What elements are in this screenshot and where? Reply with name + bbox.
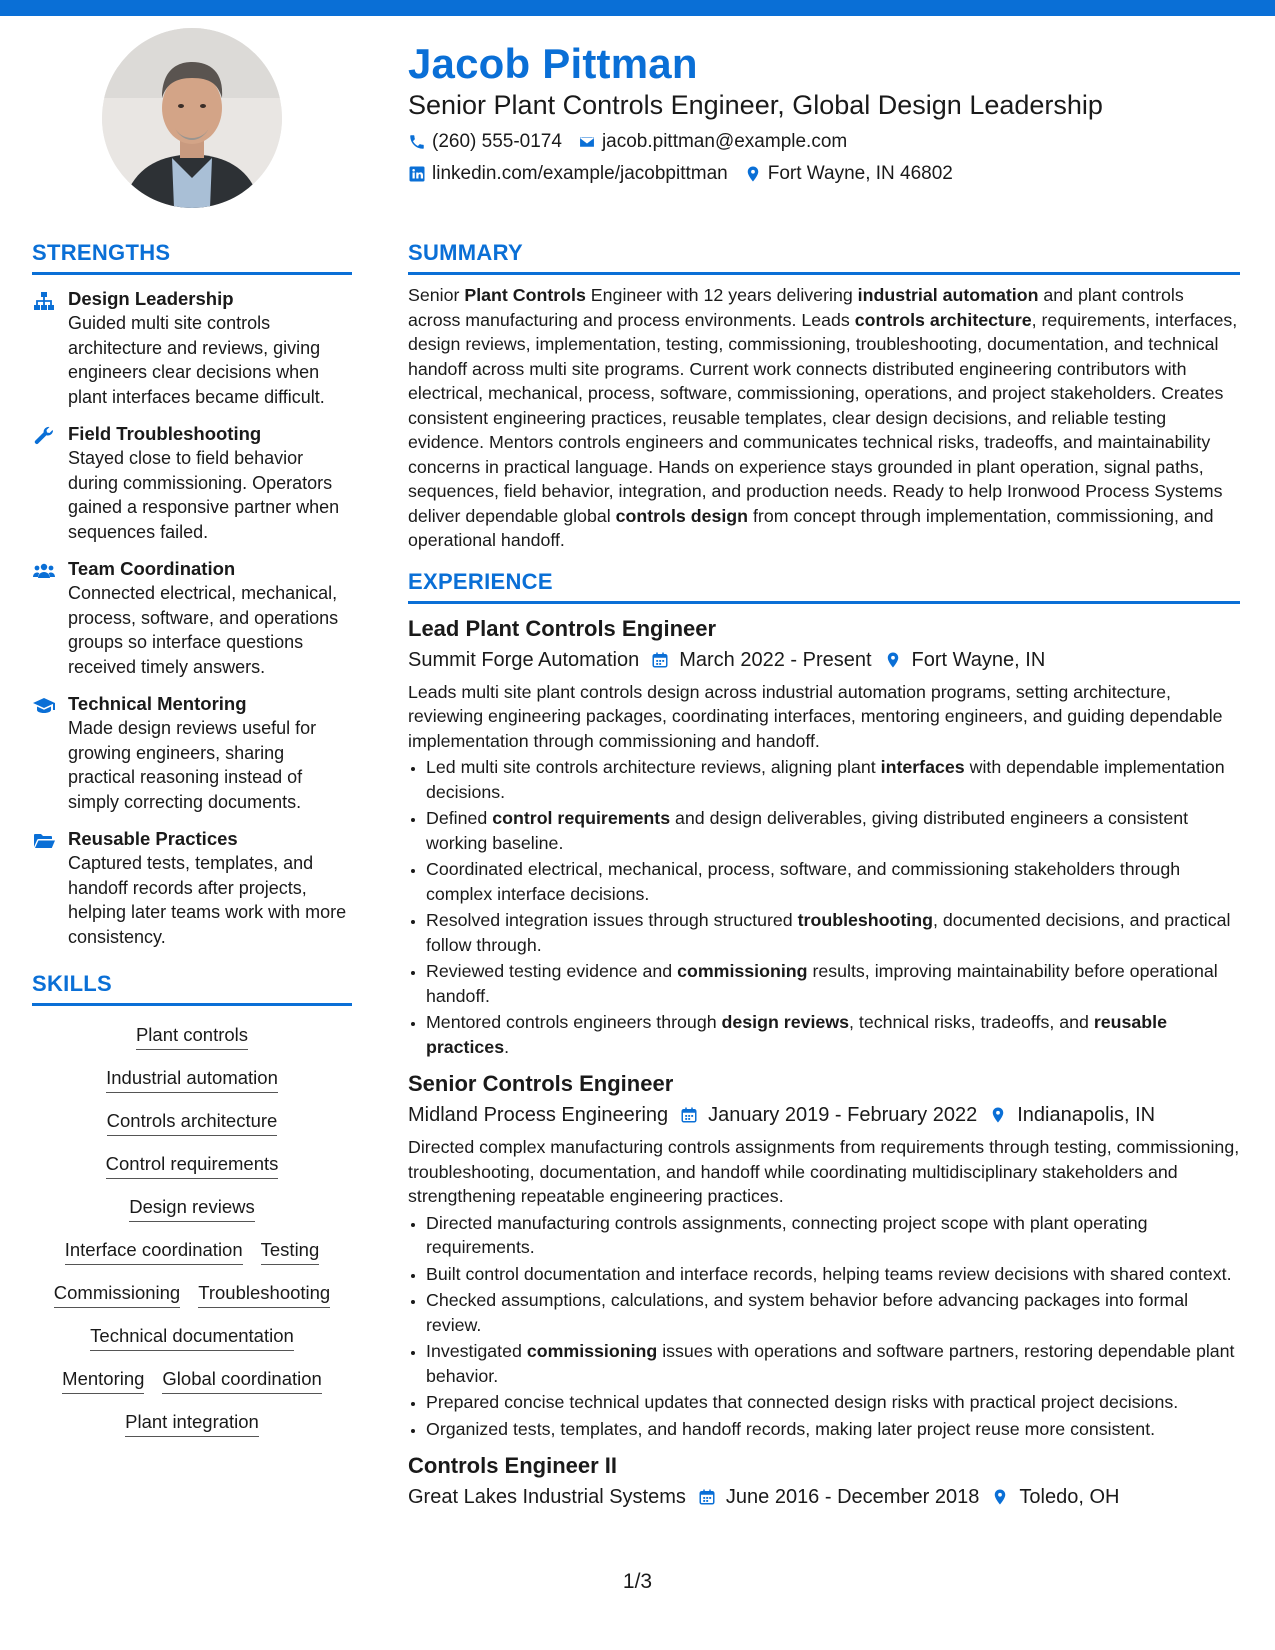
text-segment: from concept through implementation, commissioning, and operational handoff. [408,505,1214,550]
job-bullets [408,1211,1240,1442]
phone-contact[interactable] [408,131,562,153]
strength-desc: Stayed close to field behavior during commissioning. Operators gained a responsive partner when sequences failed. [68,448,340,542]
skills-list [32,1024,352,1437]
strength-item [32,287,352,409]
skill-tag: Controls architecture [107,1110,278,1136]
text-segment: . [504,1036,510,1057]
text-segment: , documented decisions, and practical follow through. [426,910,1231,955]
linkedin-contact[interactable] [408,163,728,185]
map-pin-icon [991,1488,1009,1506]
text-segment: , technical risks, tradeoffs, and [849,1012,1094,1032]
job-dates [680,1101,977,1129]
job-bullet [426,1417,1240,1442]
strength-desc: Captured tests, templates, and handoff records after projects, helping later teams work with more consistency. [68,853,347,947]
skill-tag: Industrial automation [106,1067,278,1093]
job-location [991,1483,1119,1511]
skill-tag: Control requirements [106,1153,279,1179]
contact-row-1 [408,131,1238,153]
skill-row [129,1196,254,1222]
text-segment: Engineer with 12 years delivering [585,285,858,305]
text-segment: Led multi site controls architecture reviews, aligning plant [426,757,881,777]
contact-row-2 [408,163,1238,185]
text-segment: Directed manufacturing controls assignments, connecting project scope with plant operating requirements. [426,1212,1148,1257]
job-bullet [426,857,1240,906]
skill-row [125,1411,259,1437]
text-segment: Mentored controls engineers through [426,1012,722,1032]
job-dates-text: January 2019 - February 2022 [708,1104,978,1126]
phone-icon [408,133,426,151]
job-meta [408,1483,1240,1511]
summary-heading: SUMMARY [408,240,1240,275]
skill-tag: Technical documentation [90,1325,294,1351]
text-segment: with dependable implementation decisions. [426,757,1225,802]
candidate-title: Senior Plant Controls Engineer, Global Design Leadership [408,90,1103,121]
right-column [408,240,1240,1511]
skill-tag: Commissioning [54,1282,180,1308]
skill-tag: Troubleshooting [198,1282,330,1308]
location-contact [744,163,953,185]
users-icon [32,559,56,583]
candidate-name: Jacob Pittman [408,40,698,87]
skill-tag: Global coordination [162,1368,321,1394]
bold-text: industrial automation [857,285,1039,305]
text-segment: results, improving maintainability before operational handoff. [426,961,1218,1006]
skills-section [32,971,352,1437]
calendar-icon [651,651,669,669]
job-bullet [426,755,1240,804]
bold-text: control requirements [492,808,671,828]
text-segment: Coordinated electrical, mechanical, process, software, and commissioning stakeholders through complex interface decisions. [426,859,1181,904]
text-segment: issues with operations and software partners, restoring dependable plant behavior. [426,1341,1235,1386]
summary-text [408,283,1240,553]
strength-title: Team Coordination [68,558,236,579]
strength-item [32,692,352,814]
job-meta [408,1101,1240,1129]
job-company: Great Lakes Industrial Systems [408,1486,686,1508]
experience-heading: EXPERIENCE [408,569,1240,604]
location-text: Fort Wayne, IN 46802 [767,163,953,185]
job-bullet [426,908,1240,957]
folder-open-icon [32,829,56,853]
strength-title: Design Leadership [68,288,234,309]
map-pin-icon [884,651,902,669]
skill-row [106,1067,278,1093]
envelope-icon [578,133,596,151]
graduation-cap-icon [32,694,56,718]
skill-row [90,1325,294,1351]
job-dates [698,1483,980,1511]
strength-item [32,422,352,544]
skill-row [106,1153,279,1179]
job-bullet [426,1390,1240,1415]
resume-header [408,40,1238,185]
job-company: Midland Process Engineering [408,1104,669,1126]
job-bullet [426,1010,1240,1059]
linkedin-text: linkedin.com/example/jacobpittman [432,163,728,185]
bold-text: commissioning [526,1341,658,1361]
phone-text: (260) 555-0174 [432,131,562,153]
job-location-text: Fort Wayne, IN [911,648,1046,671]
skill-tag: Testing [261,1239,320,1265]
text-segment: Senior [408,285,465,305]
job-dates-text: March 2022 - Present [679,648,872,671]
job-location [989,1101,1155,1129]
strength-item [32,557,352,679]
job-title: Lead Plant Controls Engineer [408,615,717,641]
job-description: Directed complex manufacturing controls assignments from requirements through testing, commissioning, troubleshooting, documentation, and handoff while coordinating multidisciplinary stakeholders and strengthening repeatable engineering practices. [408,1137,1240,1206]
page-number: 1/3 [622,1570,653,1593]
job-meta [408,646,1240,674]
skill-tag: Plant integration [125,1411,259,1437]
job-bullet [426,1288,1240,1337]
text-segment: Organized tests, templates, and handoff records, making later project reuse more consistent. [426,1418,1156,1439]
map-pin-icon [744,165,762,183]
job-location-text: Toledo, OH [1019,1486,1120,1508]
text-segment: and design deliverables, giving distributed engineers a consistent working baseline. [426,808,1189,853]
job-description: Leads multi site plant controls design across industrial automation programs, setting architecture, reviewing engineering packages, coordinating interfaces, mentoring engineers, and guiding dependable implementation through commissioning and handoff. [408,681,1223,751]
wrench-icon [32,424,56,448]
strengths-list [32,287,352,949]
strength-desc: Made design reviews useful for growing engineers, sharing practical reasoning instead of simply correcting documents. [68,718,317,812]
job-bullet [426,1211,1240,1260]
profile-photo [102,28,282,208]
bold-text: reusable practices [426,1012,1167,1057]
job-dates-text: June 2016 - December 2018 [725,1486,980,1508]
skill-row [62,1368,322,1394]
calendar-icon [680,1106,698,1124]
skill-tag: Plant controls [136,1024,248,1050]
top-accent-bar [0,0,1275,16]
sitemap-icon [32,289,56,313]
job-entry [408,1451,1240,1511]
text-segment: and plant controls across manufacturing and process environments. Leads [408,285,1184,330]
job-bullet [426,1339,1240,1388]
strength-title: Technical Mentoring [68,693,247,714]
calendar-icon [698,1488,716,1506]
text-segment: Checked assumptions, calculations, and system behavior before advancing packages into formal review. [426,1290,1189,1335]
job-bullets [408,755,1240,1059]
map-pin-icon [989,1106,1007,1124]
linkedin-icon [408,165,426,183]
job-bullet [426,1262,1240,1287]
strength-title: Reusable Practices [68,828,238,849]
job-location [884,646,1046,674]
bold-text: interfaces [880,757,965,777]
strength-item [32,827,352,949]
text-segment: Built control documentation and interface records, helping teams review decisions with shared context. [426,1263,1232,1284]
jobs-list [408,614,1240,1512]
experience-section [408,569,1240,1512]
strengths-heading: STRENGTHS [32,240,352,275]
skill-row [65,1239,320,1265]
text-segment: Investigated [426,1341,527,1361]
left-column [32,240,352,1437]
job-location-text: Indianapolis, IN [1017,1104,1156,1126]
job-bullet [426,806,1240,855]
bold-text: Plant Controls [464,285,586,305]
strength-desc: Connected electrical, mechanical, process, software, and operations groups so interface questions received timely answers. [68,583,339,677]
text-segment: Reviewed testing evidence and [426,961,678,981]
skill-tag: Interface coordination [65,1239,243,1265]
job-title: Controls Engineer II [408,1453,618,1478]
bold-text: controls architecture [854,309,1032,330]
skill-tag: Mentoring [62,1368,144,1394]
text-segment: , requirements, interfaces, design reviews, implementation, testing, commissioning, troubleshooting, documentation, and technical handoff across multi site programs. Current work connects distributed engineering contributors with electrical, mechanical, process, software, commissioning, operations, and project stakeholders. Creates consistent engineering practices, reusable templates, clear design decisions, and reliable testing evidence. Mentors controls engineers and communicates technical risks, tradeoffs, and maintainability concerns in practical language. Hands on experience stays grounded in plant operation, signal paths, sequences, field behavior, integration, and production needs. Ready to help Ironwood Process Systems deliver dependable global [408,309,1238,526]
skill-row [54,1282,330,1308]
strength-desc: Guided multi site controls architecture and reviews, giving engineers clear decisions when plant interfaces became difficult. [68,313,325,407]
skill-row [107,1110,278,1136]
bold-text: troubleshooting [797,910,933,930]
bold-text: controls design [615,505,749,526]
job-entry [408,614,1240,1060]
job-entry [408,1069,1240,1441]
bold-text: commissioning [677,961,808,981]
job-company: Summit Forge Automation [408,648,640,671]
bold-text: design reviews [721,1012,850,1032]
text-segment: Resolved integration issues through structured [426,910,798,930]
job-bullet [426,959,1240,1008]
text-segment: Defined [426,808,493,828]
email-text: jacob.pittman@example.com [601,131,848,153]
skills-heading: SKILLS [32,971,352,1006]
strength-title: Field Troubleshooting [68,423,262,444]
email-contact[interactable] [578,131,847,153]
skill-row [136,1024,248,1050]
job-title: Senior Controls Engineer [408,1071,674,1096]
skill-tag: Design reviews [129,1196,254,1222]
job-dates [651,646,871,674]
text-segment: Prepared concise technical updates that connected design risks with practical project decisions. [426,1392,1179,1412]
